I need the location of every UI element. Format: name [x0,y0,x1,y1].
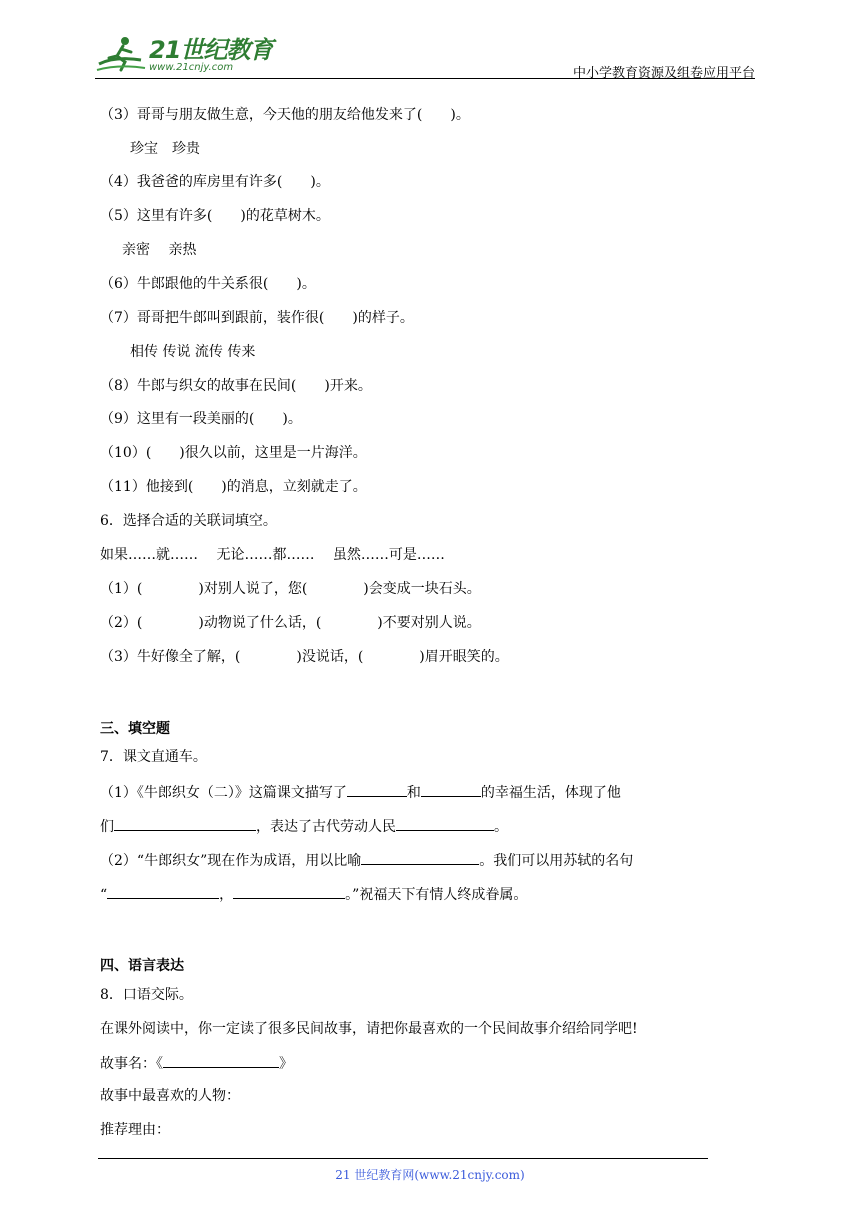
question-5-5: （5）这里有许多( )的花草树木。 [100,208,330,224]
answer-blank[interactable] [107,884,219,899]
section-3-heading: 三、填空题 [100,721,170,737]
text-segment: ，表达了古代劳动人民 [256,819,396,835]
question-5-9: （9）这里有一段美丽的( )。 [100,411,302,427]
question-5-6: （6）牛郎跟他的牛关系很( )。 [100,276,316,292]
text-segment: 和 [406,785,421,801]
favorite-character-line: 故事中最喜欢的人物： [100,1088,240,1104]
text-segment: 。我们可以用苏轼的名句 [479,853,634,869]
conjunction-options: 如果……就…… 无论……都…… 虽然……可是…… [100,547,445,563]
text-segment: ， [219,887,234,903]
answer-blank[interactable] [347,782,407,797]
question-7-2-line1 [100,850,633,870]
answer-blank[interactable] [361,850,479,865]
answer-blank[interactable] [396,816,494,831]
text-segment: “ [100,887,108,903]
question-7-2-line2 [100,884,527,904]
answer-blank[interactable] [421,782,481,797]
word-options-a: 珍宝 珍贵 [130,141,200,157]
question-5-7: （7）哥哥把牛郎叫到跟前，装作很( )的样子。 [100,310,414,326]
question-7-title: 7．课文直通车。 [100,749,207,765]
text-segment: 的幸福生活，体现了他 [480,785,621,801]
question-8-title: 8．口语交际。 [100,987,193,1003]
text-segment: 。”祝福天下有情人终成眷属。 [345,887,528,903]
text-segment: （1）《牛郎织女（二）》这篇课文描写了 [100,785,347,801]
question-5-10: （10）( )很久以前，这里是一片海洋。 [100,445,367,461]
word-options-c: 相传 传说 流传 传来 [130,344,256,360]
question-7-1-line2 [100,816,508,836]
logo [95,34,272,76]
logo-sub-text: www.21cnjy.com [149,61,234,73]
answer-blank[interactable] [233,884,345,899]
header-divider [95,78,755,79]
question-8-body: 在课外阅读中，你一定读了很多民间故事，请把你最喜欢的一个民间故事介绍给同学吧! [100,1021,638,1037]
question-5-8: （8）牛郎与织女的故事在民间( )开来。 [100,378,372,394]
question-5-11: （11）他接到( )的消息，立刻就走了。 [100,479,367,495]
page-header [95,34,755,81]
question-5-3: （3）哥哥与朋友做生意，今天他的朋友给他发来了( )。 [100,107,470,123]
text-segment: 故事名：《 [100,1056,163,1072]
section-4-heading: 四、语言表达 [100,958,184,974]
footer-text: 21 世纪教育网(www.21cnjy.com) [335,1168,525,1182]
recommend-reason-line: 推荐理由： [100,1122,170,1138]
footer-divider [98,1158,708,1159]
text-segment: （2）“牛郎织女”现在作为成语，用以比喻 [100,853,362,869]
question-6-3: （3）牛好像全了解，( )没说话，( )眉开眼笑的。 [100,649,509,665]
question-5-4: （4）我爸爸的库房里有许多( )。 [100,174,330,190]
answer-blank[interactable] [163,1053,279,1068]
question-6-1: （1）( )对别人说了，您( )会变成一块石头。 [100,581,481,597]
question-7-1-line1 [100,782,621,802]
word-options-b: 亲密 亲热 [122,242,197,258]
text-segment: 们 [100,819,114,835]
answer-blank[interactable] [114,816,256,831]
logo-main-text: 21世纪教育 [149,35,273,64]
question-6-2: （2）( )动物说了什么话，( )不要对别人说。 [100,615,481,631]
story-name-line [100,1053,293,1073]
header-platform-text: 中小学教育资源及组卷应用平台 [572,66,755,81]
text-segment: 。 [494,819,508,835]
question-6-title: 6．选择合适的关联词填空。 [100,513,277,529]
runner-logo-icon [95,34,147,76]
text-segment: 》 [279,1056,293,1072]
